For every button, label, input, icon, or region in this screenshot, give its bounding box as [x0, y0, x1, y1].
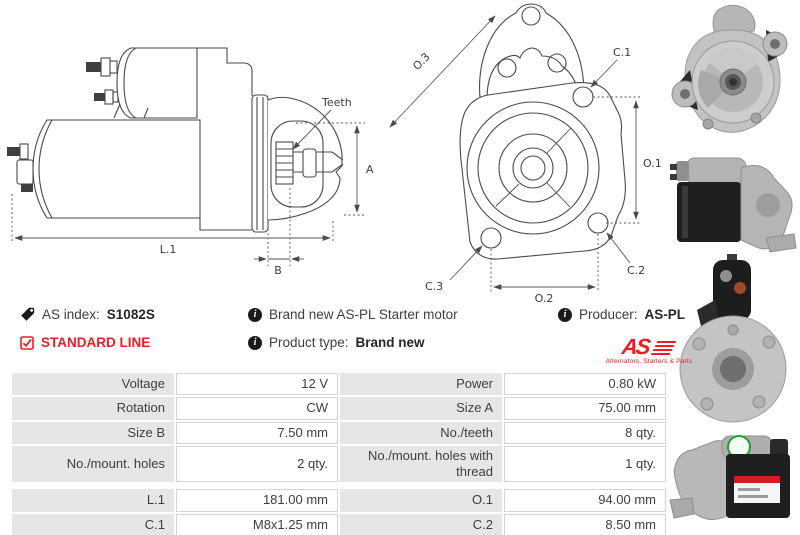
dim-c3-label: C.3 [425, 280, 444, 293]
spec-label-cell: C.2 [340, 514, 502, 535]
dim-o3-label: O.3 [410, 50, 433, 73]
spec-label-cell: No./mount. holes with thread [340, 446, 502, 483]
info-column-description [248, 307, 478, 350]
dim-b-label: B [274, 264, 282, 277]
tag-icon [20, 307, 35, 322]
as-logo-stripes-icon [650, 341, 676, 356]
spec-value-cell: M8x1.25 mm [176, 514, 338, 535]
as-logo-text: AS [620, 334, 651, 360]
spec-table [10, 371, 668, 535]
teeth-label: Teeth [322, 96, 352, 109]
info-column-producer [558, 307, 698, 366]
checkbox-checked-icon [20, 336, 34, 350]
spec-label-cell: L.1 [12, 489, 174, 511]
product-photo-side[interactable] [668, 150, 798, 254]
producer-value: AS-PL [644, 307, 686, 322]
side-view-drawing [0, 0, 385, 300]
spec-value-cell: 2 qty. [176, 446, 338, 483]
table-row [12, 446, 666, 483]
table-row [12, 514, 666, 535]
table-row [12, 489, 666, 511]
spec-value-cell: 0.80 kW [504, 373, 666, 395]
as-index-line [20, 307, 235, 322]
spec-label-cell: Size A [340, 397, 502, 419]
spec-value-cell: 1 qty. [504, 446, 666, 483]
producer-line [558, 307, 698, 322]
table-row [12, 397, 666, 419]
product-info [0, 307, 700, 367]
table-row [12, 373, 666, 395]
dim-o2-label: O.2 [534, 292, 554, 305]
starter-front-outline [460, 4, 625, 259]
spec-value-cell: 8.50 mm [504, 514, 666, 535]
spec-label-cell: No./teeth [340, 422, 502, 444]
spec-value-cell: 12 V [176, 373, 338, 395]
info-icon: i [248, 336, 262, 350]
dim-c1-label: C.1 [613, 46, 632, 59]
standard-line [20, 335, 235, 350]
info-icon: i [558, 308, 572, 322]
table-spacer [12, 484, 666, 487]
product-type-value: Brand new [355, 335, 425, 350]
info-column-index [20, 307, 235, 350]
spec-value-cell: 8 qty. [504, 422, 666, 444]
product-type-label: Product type: [269, 335, 349, 350]
spec-label-cell: Voltage [12, 373, 174, 395]
spec-value-cell: 75.00 mm [504, 397, 666, 419]
dim-c2-label: C.2 [627, 264, 646, 277]
spec-value-cell: 7.50 mm [176, 422, 338, 444]
spec-label-cell: Size B [12, 422, 174, 444]
as-logo-tagline: Alternators, Starters & Parts [605, 358, 693, 365]
product-photos [666, 0, 800, 535]
description-line [248, 307, 478, 322]
spec-value-cell: 181.00 mm [176, 489, 338, 511]
product-photo-side-label[interactable] [668, 426, 798, 526]
as-index-label: AS index: [42, 307, 100, 322]
description-text: Brand new AS-PL Starter motor [269, 307, 458, 322]
product-type-line [248, 335, 478, 350]
dim-a-label: A [366, 163, 374, 176]
spec-label-cell: No./mount. holes [12, 446, 174, 483]
spec-label-cell: Power [340, 373, 502, 395]
product-photo-front[interactable] [668, 0, 798, 150]
table-row [12, 422, 666, 444]
dim-l1-label: L.1 [159, 243, 177, 256]
spec-value-cell: 94.00 mm [504, 489, 666, 511]
spec-label-cell: Rotation [12, 397, 174, 419]
as-pl-logo [600, 334, 698, 366]
spec-label-cell: O.1 [340, 489, 502, 511]
as-index-value: S1082S [106, 307, 155, 322]
spec-label-cell: C.1 [12, 514, 174, 535]
producer-label: Producer: [579, 307, 638, 322]
dim-o1-label: O.1 [643, 157, 662, 170]
standard-line-label: STANDARD LINE [41, 335, 151, 350]
info-icon: i [248, 308, 262, 322]
starter-side-outline [7, 48, 343, 232]
spec-value-cell: CW [176, 397, 338, 419]
front-view-drawing [380, 0, 665, 305]
